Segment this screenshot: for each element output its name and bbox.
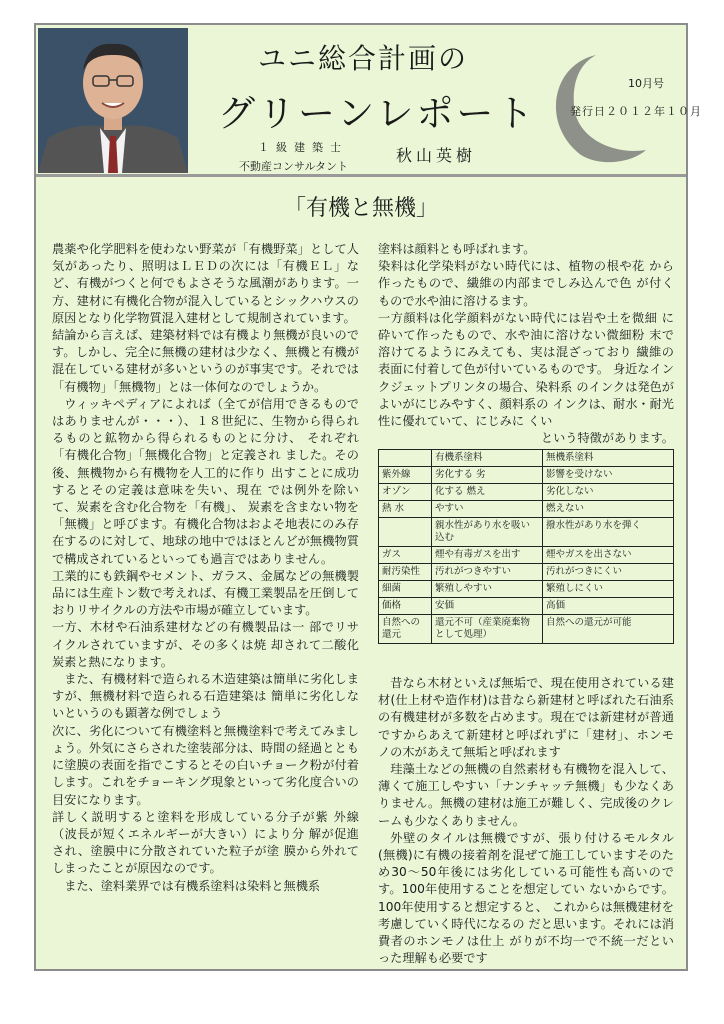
- table-cell: 汚れがつきやすい: [432, 564, 543, 581]
- table-cell: 安価: [432, 598, 543, 615]
- paragraph: 染料は化学染料がない時代には、植物の根や花 から作ったもので、繊維の内部までしみ込んで色 が付くもので水や油に溶けるます。: [378, 259, 674, 308]
- table-cell: 耐汚染性: [379, 564, 432, 581]
- table-cell: 自然への還元: [379, 615, 432, 644]
- table-row: [379, 501, 674, 518]
- issue-label: 10月号: [628, 77, 664, 90]
- author-name: 秋山英樹: [396, 146, 477, 165]
- paragraph: 詳しく説明すると塗料を形成している分子が紫 外線（波長が短くエネルギーが大きい）により分 解が促進され、塗膜中に分散されていた粒子が塗 膜から外れてしまったことが原因なのです。: [52, 809, 359, 876]
- table-cell: 細菌: [379, 581, 432, 598]
- comparison-table: [378, 449, 674, 644]
- table-row: [379, 615, 674, 644]
- author-photo: [38, 28, 188, 173]
- newsletter-frame: [34, 23, 702, 971]
- table-row: [379, 581, 674, 598]
- table-row: [379, 598, 674, 615]
- paragraph: 外壁のタイルは無機ですが、張り付けるモルタル(無機)に有機の接着剤を混ぜて施工していますそのため30〜50年後には劣化している可能性も高いのです。100年使用することを想定してい ないからです。100年使用すると想定すると、 これからは無機建材を考慮していく時代になるの だと思います。それには消費者のホンモノは仕上 がりが不均一で不統一だといった理解も必要です: [378, 830, 674, 966]
- author-role2: 不動産コンサルタント: [239, 160, 349, 173]
- table-cell: 親水性があり水を吸い込む: [432, 518, 543, 547]
- table-row: [379, 564, 674, 581]
- paragraph: 一方顔料は化学顔料がない時代には岩や土を微細 に砕いて作ったもので、水や油に溶けない微細粉 末で溶けてるようにみえても、実は混ざっており 繊維の表面に付着して色が付いているものです。 身近なインクジェットプリンタの場合、染料系 のインクは発色がよいがにじみやすく、顔料系の インクは、耐水・耐光性に優れていて、にじみに くい: [378, 310, 674, 429]
- table-cell: 煙や有毒ガスを出す: [432, 547, 543, 564]
- header-title-line1: ユニ総合計画の: [258, 42, 469, 75]
- table-cell: 無機系塗料: [543, 450, 674, 467]
- paragraph: また、有機材料で造られる木造建築は簡単に劣化しますが、無機材料で造られる石造建築は 簡単に劣化しないというのも顕著な例でしょう: [52, 672, 359, 721]
- left-column: [52, 241, 359, 895]
- author-role: １級建築士: [258, 141, 348, 154]
- table-row: [379, 467, 674, 484]
- table-cell: 撥水性があり水を弾く: [543, 518, 674, 547]
- table-cell: オゾン: [379, 484, 432, 501]
- paragraph: 農薬や化学肥料を使わない野菜が「有機野菜」として人気があったり、照明はＬＥＤの次には「有機ＥＬ」など、有機がつくと何でもよさそうな風潮があります。一方、建材に有機化合物が混入しているとシックハウスの原因となり化学物質混入建材として規制されています。: [52, 242, 359, 325]
- table-cell: [379, 518, 432, 547]
- right-column-top: [378, 241, 674, 447]
- table-cell: 劣化する 劣: [432, 467, 543, 484]
- table-row: [379, 518, 674, 547]
- table-cell: 劣化しない: [543, 484, 674, 501]
- right-column-bottom: [378, 675, 674, 967]
- table-cell: 紫外線: [379, 467, 432, 484]
- paragraph: ウィッキペディアによれば（全てが信用できるものではありませんが・・・）、１８世紀に、生物から得られるものと鉱物から得られるものとに分け、 それぞれ「有機化合物」「無機化合物」と定義され ました。その後、無機物から有機物を人工的に作り 出すことに成功するとその定義は意味を失い、現在 では例外を除いて、炭素を含む化合物を「有機」、 炭素を含まない物を「無機」と呼びます。有機化合物はおよそ地表にのみ存在するのに対して、地球の地中ではほとんどが無機物質で構成されているといっても過言ではありません。: [52, 396, 359, 566]
- paragraph: 塗料は顔料とも呼ばれます。: [378, 242, 536, 256]
- paragraph: 次に、劣化について有機塗料と無機塗料で考えてみましょう。外気にさらされた塗装部分は、時間の経過とともに塗膜の表面を指でこするとその白いチョーク粉が付着します。これをチョーキング現象といって劣化度合いの目安になります。: [52, 723, 359, 807]
- table-cell: [379, 450, 432, 467]
- paragraph: 結論から言えば、建築材料では有機より無機が良いのです。しかし、完全に無機の建材は少なく、無機と有機が混在している建材が多いというのが事実です。それでは「有機物」「無機物」とは一体何なのでしょうか。: [52, 328, 359, 394]
- paragraph: また、塗料業界では有機系塗料は染料と無機系: [64, 878, 321, 893]
- paragraph: 珪藻土などの無機の自然素材も有機物を混入して、薄くて施工しやすい「ナンチャッテ無機」も少なくありません。無機の建材は施工が難しく、完成後のクレームも少なくありません。: [378, 762, 674, 828]
- table-row: [379, 484, 674, 501]
- table-cell: 汚れがつきにくい: [543, 564, 674, 581]
- header-title-line2: グリーンレポート: [218, 92, 537, 135]
- table-cell: 繁殖しにくい: [543, 581, 674, 598]
- table-cell: 化する 燃え: [432, 484, 543, 501]
- table-cell: 影響を受けない: [543, 467, 674, 484]
- paragraph: という特徴があります。: [540, 431, 674, 446]
- article-title: 「有機と無機」: [283, 196, 438, 221]
- table-row: [379, 547, 674, 564]
- newsletter-header: [36, 25, 702, 177]
- portrait-image: [38, 28, 188, 173]
- table-cell: 有機系塗料: [432, 450, 543, 467]
- table-header-row: [379, 450, 674, 467]
- table-cell: 高価: [543, 598, 674, 615]
- table-cell: 煙やガスを出さない: [543, 547, 674, 564]
- paragraph: 一方、木材や石油系建材などの有機製品は一 部でリサイクルされていますが、その多くは焼 却されて二酸化炭素と熱になります。: [52, 620, 359, 669]
- table-cell: 自然への還元が可能: [543, 615, 674, 644]
- paragraph: 工業的にも鉄鋼やセメント、ガラス、金属などの無機製品には生産トン数で考えれば、有機工業製品を圧倒しておりリサイクルの方法や市場が確立しています。: [52, 568, 359, 618]
- table-cell: 熱 水: [379, 501, 432, 518]
- table-cell: 燃えない: [543, 501, 674, 518]
- paragraph: 昔なら木材といえば無垢で、現在使用されている建材(仕上材や造作材)は昔なら新建材と呼ばれた石油系の有機建材が多数を占めます。現在では新建材が普通ですからあえて新建材と呼ばれずに「建材」、ホンモノの木があえて無垢と呼ばれます: [378, 676, 674, 759]
- table-cell: やすい: [432, 501, 543, 518]
- table-cell: 価格: [379, 598, 432, 615]
- table-cell: 繁殖しやすい: [432, 581, 543, 598]
- table-cell: 還元不可（産業廃棄物として処理）: [432, 615, 543, 644]
- issue-date: 発行日２０１２年１０月: [570, 105, 702, 118]
- table-cell: ガス: [379, 547, 432, 564]
